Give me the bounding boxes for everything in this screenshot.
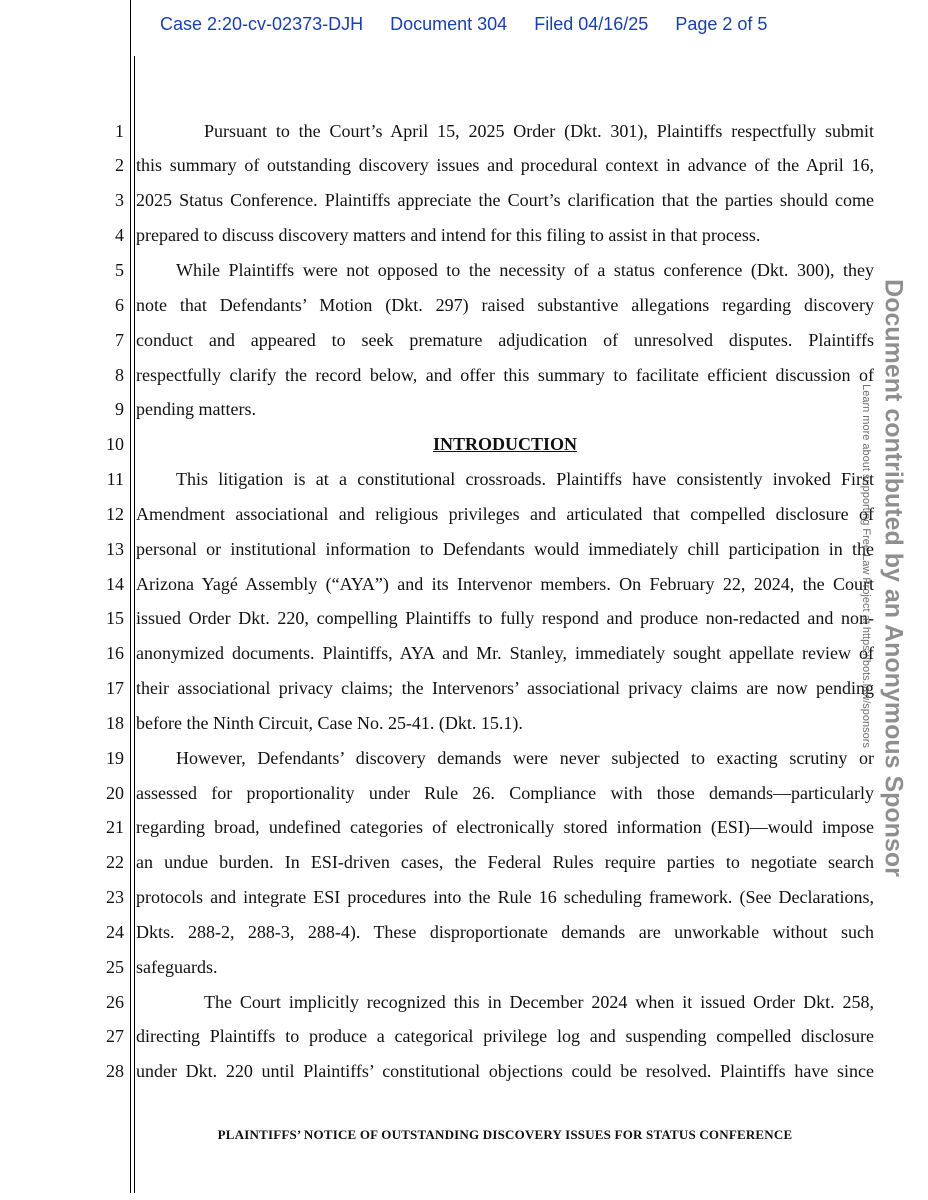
body-line: prepared to discuss discovery matters and intend for this filing to assist in that process. bbox=[136, 225, 761, 245]
line-number: 23 bbox=[106, 887, 124, 907]
document-number: Document 304 bbox=[390, 14, 508, 34]
body-line: respectfully clarify the record below, and offer this summary to facilitate efficient discussion of bbox=[136, 365, 874, 385]
section-heading: INTRODUCTION bbox=[432, 434, 578, 454]
body-line: Arizona Yagé Assembly (“AYA”) and its Intervenor members. On February 22, 2024, the Court bbox=[136, 574, 874, 594]
line-number: 17 bbox=[106, 678, 124, 698]
line-number: 6 bbox=[115, 295, 124, 315]
body-line: personal or institutional information to Defendants would immediately chill participation in the bbox=[136, 539, 874, 559]
filing-header bbox=[160, 14, 789, 42]
line-number: 11 bbox=[106, 469, 124, 489]
body-line: directing Plaintiffs to produce a categorical privilege log and suspending compelled disclosure bbox=[136, 1026, 874, 1046]
margin-rule-outer bbox=[130, 0, 131, 1193]
body-line: Amendment associational and religious privileges and articulated that compelled disclosure of bbox=[136, 504, 874, 524]
line-number: 3 bbox=[115, 190, 124, 210]
line-number: 12 bbox=[106, 504, 124, 524]
line-number: 9 bbox=[115, 399, 124, 419]
line-number: 25 bbox=[106, 957, 124, 977]
body-line: under Dkt. 220 until Plaintiffs’ constitutional objections could be resolved. Plaintiffs have since bbox=[136, 1061, 874, 1081]
case-number: Case 2:20-cv-02373-DJH bbox=[160, 14, 364, 34]
sponsor-watermark-subtitle: Learn more about supporting Free Law Project at https://bots.law/sponsors bbox=[860, 384, 872, 748]
line-number: 4 bbox=[115, 225, 124, 245]
body-line: anonymized documents. Plaintiffs, AYA and Mr. Stanley, immediately sought appellate review of bbox=[136, 643, 874, 663]
line-number: 2 bbox=[115, 155, 124, 175]
line-number: 19 bbox=[106, 748, 124, 768]
body-line: pending matters. bbox=[136, 399, 256, 419]
body-line: safeguards. bbox=[136, 957, 218, 977]
line-number: 7 bbox=[115, 330, 124, 350]
body-line: 2025 Status Conference. Plaintiffs appreciate the Court’s clarification that the parties should come bbox=[136, 190, 874, 210]
line-number: 28 bbox=[106, 1061, 124, 1081]
line-number: 13 bbox=[106, 539, 124, 559]
page-indicator: Page 2 of 5 bbox=[675, 14, 768, 34]
body-line: Dkts. 288-2, 288-3, 288-4). These disproportionate demands are unworkable without such bbox=[136, 922, 874, 942]
body-line: assessed for proportionality under Rule 26. Compliance with those demands—particularly bbox=[136, 783, 874, 803]
body-line: their associational privacy claims; the Intervenors’ associational privacy claims are now pending bbox=[136, 678, 874, 698]
body-line: However, Defendants’ discovery demands were never subjected to exacting scrutiny or bbox=[176, 748, 874, 768]
line-number: 27 bbox=[106, 1026, 124, 1046]
body-line: this summary of outstanding discovery issues and procedural context in advance of the April 16, bbox=[136, 155, 874, 175]
line-number: 22 bbox=[106, 852, 124, 872]
line-number: 21 bbox=[106, 817, 124, 837]
sponsor-watermark: Document contributed by an Anonymous Sponsor bbox=[879, 279, 908, 877]
page-footer: PLAINTIFFS’ NOTICE OF OUTSTANDING DISCOVERY ISSUES FOR STATUS CONFERENCE bbox=[217, 1127, 793, 1142]
line-number: 10 bbox=[106, 434, 124, 454]
body-line: The Court implicitly recognized this in December 2024 when it issued Order Dkt. 258, bbox=[204, 992, 874, 1012]
body-line: note that Defendants’ Motion (Dkt. 297) raised substantive allegations regarding discovery bbox=[136, 295, 874, 315]
body-line: While Plaintiffs were not opposed to the necessity of a status conference (Dkt. 300), they bbox=[176, 260, 874, 280]
body-line: issued Order Dkt. 220, compelling Plaintiffs to fully respond and produce non-redacted and non- bbox=[136, 608, 874, 628]
margin-rule-inner bbox=[134, 56, 135, 1193]
line-number: 24 bbox=[106, 922, 124, 942]
line-number: 26 bbox=[106, 992, 124, 1012]
body-line: protocols and integrate ESI procedures into the Rule 16 scheduling framework. (See Declarations, bbox=[136, 887, 874, 907]
body-line: Pursuant to the Court’s April 15, 2025 Order (Dkt. 301), Plaintiffs respectfully submit bbox=[204, 121, 874, 141]
line-number: 18 bbox=[106, 713, 124, 733]
line-number: 20 bbox=[106, 783, 124, 803]
line-number: 5 bbox=[115, 260, 124, 280]
filed-date: Filed 04/16/25 bbox=[534, 14, 649, 34]
line-number: 16 bbox=[106, 643, 124, 663]
body-line: before the Ninth Circuit, Case No. 25-41. (Dkt. 15.1). bbox=[136, 713, 523, 733]
body-line: regarding broad, undefined categories of electronically stored information (ESI)—would impose bbox=[136, 817, 874, 837]
body-line: an undue burden. In ESI-driven cases, the Federal Rules require parties to negotiate search bbox=[136, 852, 874, 872]
line-number: 15 bbox=[106, 608, 124, 628]
line-number: 14 bbox=[106, 574, 124, 594]
line-number: 1 bbox=[115, 121, 124, 141]
line-number: 8 bbox=[115, 365, 124, 385]
body-line: This litigation is at a constitutional crossroads. Plaintiffs have consistently invoked First bbox=[176, 469, 874, 489]
body-line: conduct and appeared to seek premature adjudication of unresolved disputes. Plaintiffs bbox=[136, 330, 874, 350]
